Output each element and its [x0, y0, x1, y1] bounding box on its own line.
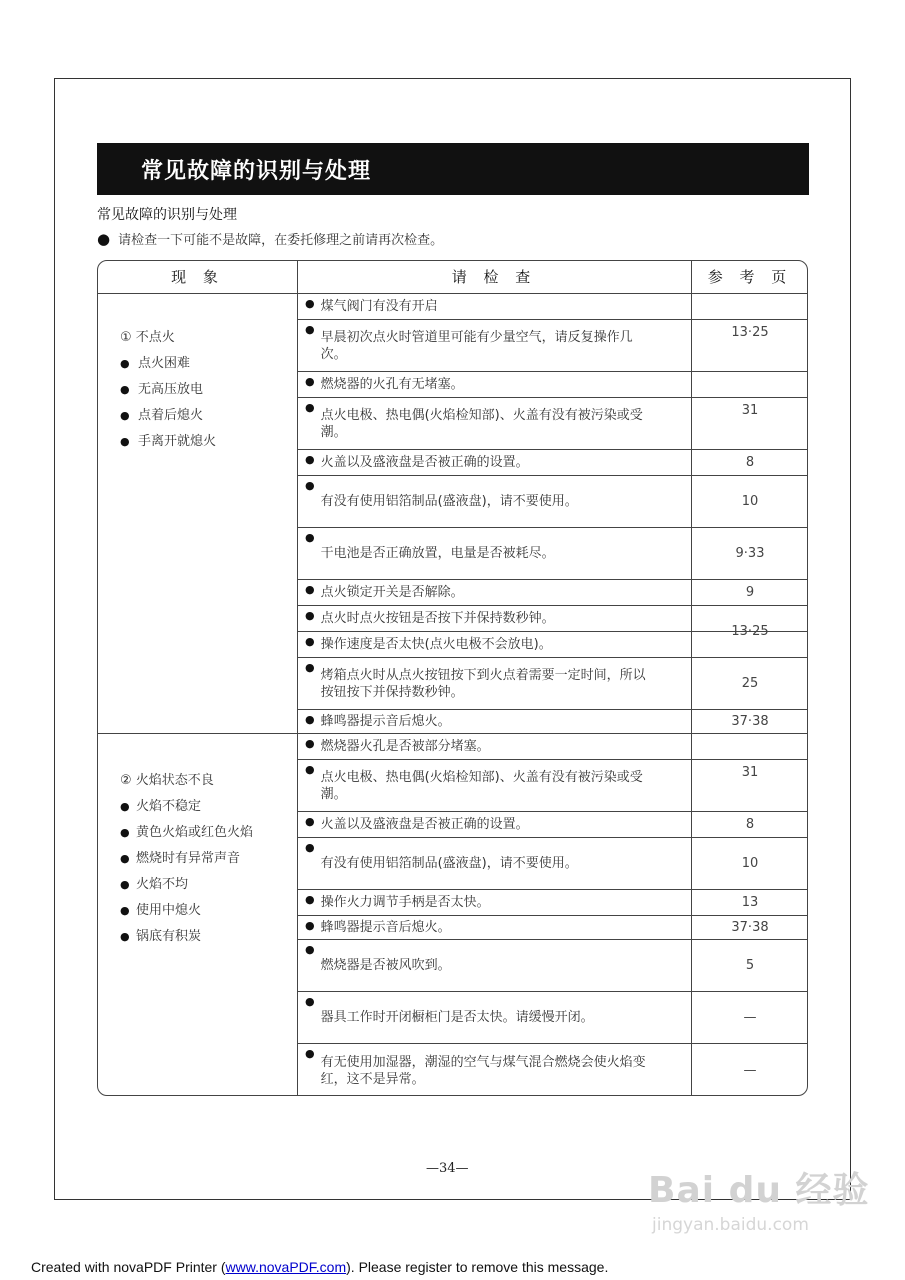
symptom-item: ● 火焰不稳定 [120, 794, 253, 820]
check-text: 有没有使用铝箔制品(盛液盘)，请不要使用。 [320, 494, 578, 509]
header-check: 请 检 查 [451, 268, 537, 286]
check-row: ● 火盖以及盛液盘是否被正确的设置。 [297, 812, 808, 838]
page-number: —34— [426, 1161, 469, 1176]
ref-page: 31 [691, 734, 808, 812]
check-row: ● 蜂鸣器提示音后熄火。 [297, 916, 808, 940]
ref-page: 37·38 [731, 714, 769, 729]
check-text: 点火锁定开关是否解除。 [320, 585, 464, 600]
check-row: ● 早晨初次点火时管道里可能有少量空气，请反复操作几次。 [297, 320, 808, 372]
check-row: ● 操作速度是否太快(点火电极不会放电)。 [297, 632, 808, 658]
ref-page: 31 [691, 372, 808, 450]
check-row: ● 点火电极、热电偶(火焰检知部)、火盖有没有被污染或受潮。 [297, 760, 808, 812]
ref-page: 10 [691, 476, 808, 528]
check-text: 点火时点火按钮是否按下并保持数秒钟。 [320, 611, 555, 626]
ref-page: — [691, 992, 808, 1044]
title-banner [97, 143, 809, 195]
check-text: 火盖以及盛液盘是否被正确的设置。 [320, 455, 529, 470]
check-text: 干电池是否正确放置，电量是否被耗尽。 [320, 546, 555, 561]
ref-page: 9·33 [691, 528, 808, 580]
check-row: ● 煤气阀门有没有开启 [297, 294, 808, 320]
symptom-group-2 [120, 768, 253, 950]
section-subtitle: 常见故障的识别与处理 [97, 207, 237, 223]
footer-prefix: Created with novaPDF Printer ( [31, 1259, 226, 1275]
intro-note-text: 请检查一下可能不是故障，在委托修理之前请再次检查。 [118, 233, 444, 248]
ref-page: 13 [691, 890, 808, 916]
check-row: ● 有没有使用铝箔制品(盛液盘)，请不要使用。 [297, 838, 808, 890]
check-text: 操作速度是否太快(点火电极不会放电)。 [320, 637, 552, 652]
footer-suffix: ). Please register to remove this message. [346, 1259, 609, 1275]
symptom-item: ● 锅底有积炭 [120, 924, 253, 950]
header-ref: 参 考 页 [707, 268, 793, 286]
pdf-footer [31, 1259, 608, 1275]
symptom-item: ● 点火困难 [120, 351, 216, 377]
ref-page: — [743, 1063, 757, 1078]
check-text: 点火电极、热电偶(火焰检知部)、火盖有没有被污染或受潮。 [320, 769, 643, 802]
ref-page: 13·25 [691, 294, 808, 372]
check-text: 蜂鸣器提示音后熄火。 [320, 714, 451, 729]
ref-page: 5 [691, 940, 808, 992]
symptom-item: ● 点着后熄火 [120, 403, 216, 429]
footer-link[interactable]: www.novaPDF.com [225, 1259, 347, 1275]
watermark-logo: Bai du 经验 [648, 1170, 870, 1211]
symptom-item: ● 燃烧时有异常声音 [120, 846, 253, 872]
banner-title: 常见故障的识别与处理 [141, 159, 372, 184]
symptom-title: ① 不点火 [120, 330, 175, 345]
check-text: 有没有使用铝箔制品(盛液盘)，请不要使用。 [320, 856, 578, 871]
watermark-url: jingyan.baidu.com [652, 1215, 809, 1235]
check-text: 烤箱点火时从点火按钮按下到火点着需要一定时间，所以按钮按下并保持数秒钟。 [320, 667, 646, 700]
ref-page: 25 [691, 658, 808, 710]
symptom-item: ● 使用中熄火 [120, 898, 253, 924]
ref-page: 8 [691, 450, 808, 476]
check-row: ● 器具工作时开闭橱柜门是否太快。请缓慢开闭。 [297, 992, 808, 1044]
check-row: ● 火盖以及盛液盘是否被正确的设置。 [297, 450, 808, 476]
check-row: ● 点火锁定开关是否解除。 [297, 580, 808, 606]
symptom-item: ● 手离开就熄火 [120, 429, 216, 455]
ref-page: 13·25 [691, 606, 808, 658]
check-row: ● 烤箱点火时从点火按钮按下到火点着需要一定时间，所以按钮按下并保持数秒钟。 [297, 658, 808, 710]
check-text: 有无使用加湿器，潮湿的空气与煤气混合燃烧会使火焰变红，这不是异常。 [320, 1054, 646, 1087]
check-text: 点火电极、热电偶(火焰检知部)、火盖有没有被污染或受潮。 [320, 407, 643, 440]
check-row: ● 燃烧器是否被风吹到。 [297, 940, 808, 992]
ref-page: 10 [691, 838, 808, 890]
check-text: 燃烧器的火孔有无堵塞。 [320, 377, 464, 392]
check-text: 器具工作时开闭橱柜门是否太快。请缓慢开闭。 [320, 1010, 594, 1025]
bullet-icon: ● [97, 230, 111, 248]
symptom-item: ● 黄色火焰或红色火焰 [120, 820, 253, 846]
header-symptom: 现 象 [171, 268, 224, 286]
ref-page: 8 [691, 812, 808, 838]
troubleshooting-table [97, 260, 808, 1096]
check-row: ● 点火时点火按钮是否按下并保持数秒钟。 [297, 606, 808, 632]
check-text: 燃烧器是否被风吹到。 [320, 958, 451, 973]
check-text: 煤气阀门有没有开启 [320, 299, 438, 314]
ref-page: 9 [691, 580, 808, 606]
symptom-group-1 [120, 325, 216, 455]
check-text: 火盖以及盛液盘是否被正确的设置。 [320, 817, 529, 832]
check-row: ● 点火电极、热电偶(火焰检知部)、火盖有没有被污染或受潮。 [297, 398, 808, 450]
check-text: 早晨初次点火时管道里可能有少量空气，请反复操作几次。 [320, 329, 633, 362]
check-text: 蜂鸣器提示音后熄火。 [320, 920, 451, 935]
check-text: 操作火力调节手柄是否太快。 [320, 895, 490, 910]
check-row: ● 燃烧器的火孔有无堵塞。 [297, 372, 808, 398]
check-row: ● 燃烧器火孔是否被部分堵塞。 [297, 734, 808, 760]
check-text: 燃烧器火孔是否被部分堵塞。 [320, 739, 490, 754]
symptom-item: ● 火焰不均 [120, 872, 253, 898]
check-row: ● 有无使用加湿器，潮湿的空气与煤气混合燃烧会使火焰变红，这不是异常。 [297, 1044, 808, 1096]
symptom-title: ② 火焰状态不良 [120, 773, 214, 788]
symptom-item: ● 无高压放电 [120, 377, 216, 403]
check-row: ● 干电池是否正确放置，电量是否被耗尽。 [297, 528, 808, 580]
intro-note [97, 229, 443, 248]
check-row: ● 有没有使用铝箔制品(盛液盘)，请不要使用。 [297, 476, 808, 528]
check-row: ● 操作火力调节手柄是否太快。 [297, 890, 808, 916]
check-row: ● 蜂鸣器提示音后熄火。 [305, 713, 451, 729]
ref-page: 37·38 [691, 916, 808, 940]
